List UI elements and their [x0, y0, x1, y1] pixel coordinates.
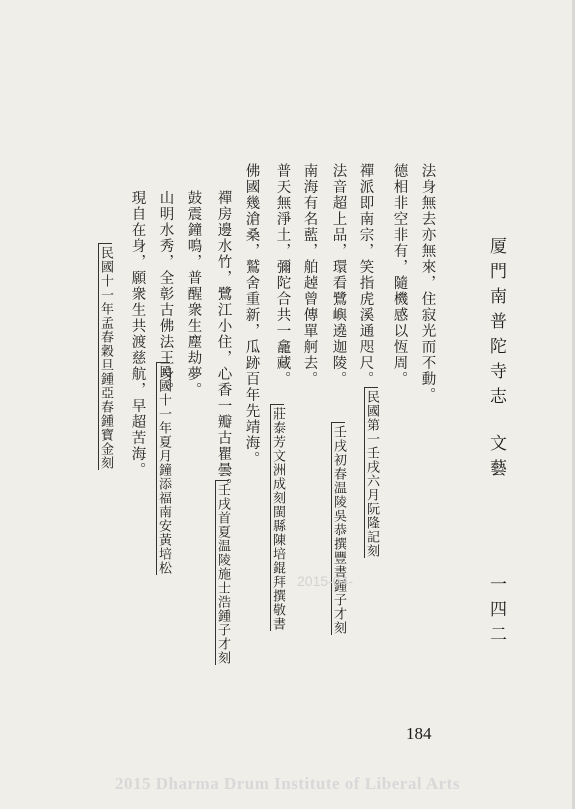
text-column-4: 禪派即南宗，笑指虎溪通咫尺。: [357, 163, 374, 387]
signature-column-17: 民國十一年孟春穀旦鍾亞春鍾寶金刻: [98, 243, 112, 470]
text-column-5: 法音超上品，環看鷺嶼遶迦陵。: [330, 163, 347, 387]
text-column-10: 佛國幾滄桑，鷲舍重新，瓜跡百年先靖海。: [243, 163, 260, 467]
text-column-11: 禪房邊水竹，鷺江小住，心香一瓣古瞿曇。: [215, 190, 232, 494]
text-column-13: 鼓震鐘鳴，普醒衆生塵劫夢。: [185, 190, 202, 398]
page-number: 184: [406, 724, 432, 743]
text-column-7: 南海有名藍，舶趠曾傳單舸去。: [301, 163, 318, 387]
signature-column-15: 民國十一年夏月鐘添福南安黃培松: [156, 362, 170, 575]
text-column-2: 德相非空非有，隨機感以恆周。: [391, 163, 408, 387]
text-column-1: 法身無去亦無來，住寂光而不動。: [419, 163, 436, 403]
signature-column-12: 壬戌首夏温陵施士浩鍾子才刻: [215, 480, 229, 665]
page-number-chinese: 一四二: [486, 575, 506, 650]
signature-column-3: 民國第一壬戌六月阮隆記刻: [364, 387, 378, 558]
section-title: 文藝: [486, 434, 506, 484]
text-column-14: 山明水秀，全彰古佛法王身。: [157, 190, 174, 398]
date-watermark: 2015-04-: [297, 573, 354, 589]
signature-column-6: 壬戌初春温陵吳恭撰豐書鍾子才刻: [331, 422, 345, 635]
text-column-8: 普天無淨土，彌陀合共一龕藏。: [274, 163, 291, 387]
book-title: 厦門南普陀寺志: [486, 237, 506, 412]
text-column-16: 現自在身，願衆生共渡慈航，早超苦海。: [129, 190, 146, 478]
institute-watermark: 2015 Dharma Drum Institute of Liberal Arts: [115, 774, 460, 793]
signature-column-9: 莊泰芳文洲成刻閩縣陳培錕拜撰敬書: [270, 404, 284, 631]
